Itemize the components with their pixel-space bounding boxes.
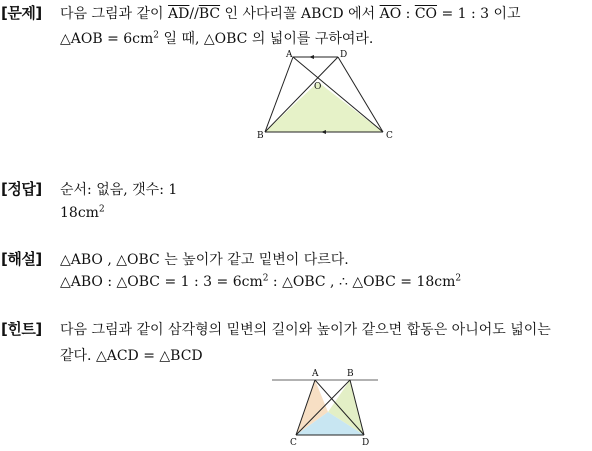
segment-ad: $\overline{AD}$	[168, 6, 190, 22]
answer-line2: $18cm^2$	[60, 204, 105, 221]
answer-label: [정답]	[1, 180, 42, 198]
solution-line1: △ABO , △OBC 는 높이가 같고 밑변이 다르다.	[60, 252, 349, 268]
label-b: B	[257, 131, 264, 141]
solution-label: [해설]	[1, 250, 42, 268]
label-o: O	[314, 82, 322, 92]
solution-line2: △ABO : △OBC = 1 : $3 = 6cm^2$ : △OBC , ∴ △OBC = $18cm^2$	[60, 273, 462, 290]
problem-text-line1: 다음 그림과 같이 $\overline{AD}//\overline{BC}$ 인 사다리꼴 ABCD 에서 $\overline{AO}$ : $\overline{CO} = 1$ : 3 이고	[60, 6, 521, 22]
hint-figure	[268, 366, 383, 451]
label-a: A	[312, 369, 319, 379]
parallel-arrow-top-icon	[309, 55, 314, 59]
hint-line1: 다음 그림과 같이 삼각형의 밑변의 길이와 높이가 같으면 합동은 아니어도 넓이는	[60, 322, 551, 338]
problem-text-line2: △AOB = $6cm^2$ 일 때, △OBC 의 넓이를 구하여라.	[60, 30, 374, 47]
label-d: D	[362, 438, 370, 448]
hint-label: [힌트]	[1, 320, 42, 338]
label-c: C	[290, 438, 297, 448]
segment-bc: $\overline{BC}$	[198, 6, 221, 22]
label-b: B	[347, 369, 354, 379]
label-d: D	[340, 50, 348, 60]
problem-label: [문제]	[1, 4, 42, 22]
segment-co: $\overline{CO}$	[414, 6, 438, 22]
trapezoid-figure	[250, 48, 400, 143]
segment-ao: $\overline{AO}$	[379, 6, 402, 22]
label-a: A	[286, 50, 293, 60]
answer-line1: 순서: 없음, 갯수: 1	[60, 182, 178, 198]
triangle-obc-shaded	[265, 82, 383, 132]
hint-line2: 같다. △ACD = △BCD	[60, 348, 203, 364]
label-c: C	[386, 131, 393, 141]
